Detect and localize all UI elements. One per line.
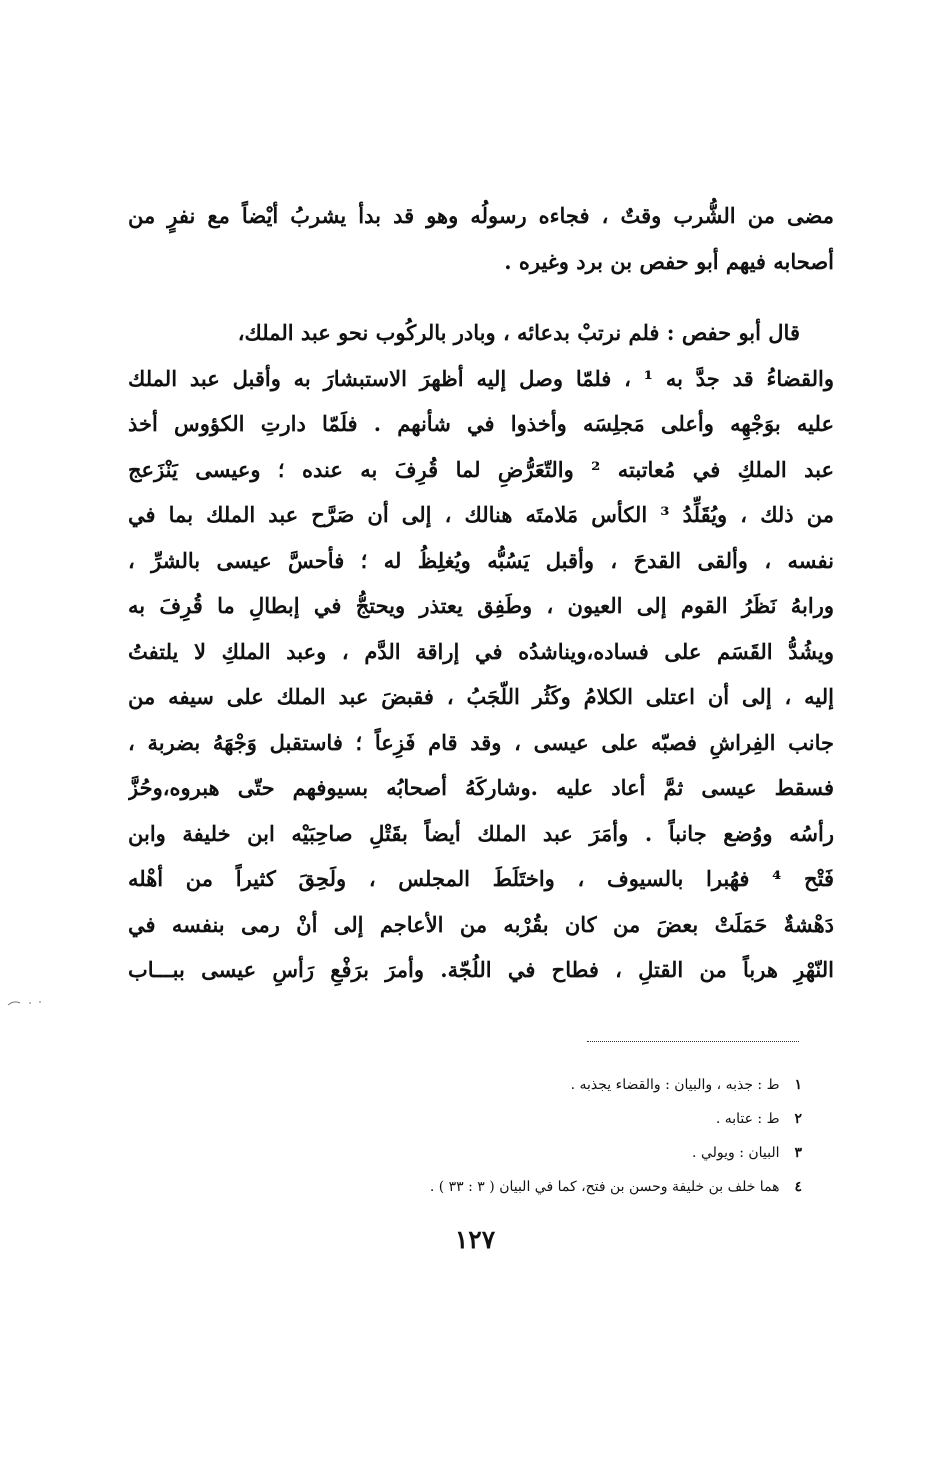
paragraph-line: عليه بوَجْهِه وأعلى مَجلِسَه وأخذوا في شأنهم . فلَمّا دارتِ الكؤوس أخذ	[128, 411, 834, 436]
paragraph-line: فسقط عيسى ثمَّ أعاد عليه .وشاركَهُ أصحابُه بسيوفهم حتّى هبروه،وحُزَّ	[128, 775, 834, 800]
footnote-number: ٢	[794, 1111, 802, 1127]
paragraph-line: النّهْرِ هرباً من القتلِ ، فطاح في اللُجّة. وأمرَ برَفْعِ رَأسِ عيسى ببـــاب	[128, 957, 834, 982]
paragraph-line: عبد الملكِ في مُعاتبته ² والتّعَرُّضِ لما قُرِفَ به عنده ؛ وعيسى يَنْزَعج	[128, 456, 834, 482]
footnote-item	[250, 1136, 802, 1170]
paragraph-line: إليه ، إلى أن اعتلى الكلامُ وكَثُر اللّجَبُ ، فقبضَ عبد الملك على سيفه من	[128, 684, 834, 709]
paragraph-2	[128, 310, 834, 993]
paragraph-line: ورابهُ نَظَرُ القوم إلى العيون ، وطَفِق يعتذر ويحتجُّ في إبطالِ ما قُرِفَ به	[128, 593, 834, 618]
footnotes	[250, 1068, 802, 1204]
paragraph-line: فَتْح ⁴ فهُبرا بالسيوف ، واختَلَطَ المجلس ، ولَحِقَ كثيراً من أهْله	[128, 866, 834, 891]
paragraph-line: قال أبو حفص : فلم نرتبْ بدعائه ، وبادر بالركُوب نحو عبد الملك،	[237, 320, 800, 345]
paragraph-line: أصحابه فيهم أبو حفص بن برد وغيره .	[504, 248, 834, 274]
margin-smudge-mark	[6, 998, 48, 1008]
paragraph-1	[128, 193, 834, 284]
footnote-separator	[587, 1041, 799, 1042]
footnote-number: ٤	[794, 1179, 802, 1195]
paragraph-line: جانب الفِراشِ فصبّه على عيسى ، وقد قام فَزِعاً ؛ فاستقبل وَجْهَهُ بضربة ،	[128, 729, 834, 755]
footnote-number: ٣	[794, 1145, 802, 1161]
footnote-item	[250, 1170, 802, 1204]
paragraph-line: نفسه ، وألقى القدحَ ، وأقبل يَسُبُّه ويُغلِظُ له ؛ فأحسَّ عيسى بالشرِّ ،	[128, 547, 834, 573]
paragraph-line: رأسُه ووُضع جانباً . وأمَرَ عبد الملك أيضاً بقَتْلِ صاحِبَيْه ابن خليفة وابن	[128, 820, 834, 846]
paragraph-line: ويشُدُّ القَسَم على فساده،ويناشدُه في إراقة الدَّم ، وعبد الملكِ لا يلتفتُ	[128, 638, 834, 664]
paragraph-line: من ذلك ، ويُقَلِّدُ ³ الكأس مَلامتَه هنالك ، إلى أن صَرَّح عبد الملك بما في	[128, 502, 834, 527]
paragraph-line: والقضاءُ قد جدَّ به ¹ ، فلمّا وصل إليه أظهرَ الاستبشارَ به وأقبل عبد الملك	[128, 365, 834, 391]
footnote-text: البيان : ويولي .	[692, 1145, 780, 1161]
footnote-item	[250, 1102, 802, 1136]
footnote-item	[250, 1068, 802, 1102]
footnote-text: هما خلف بن خليفة وحسن بن فتح، كما في البيان ( ٣ : ٣٣ ) .	[429, 1179, 780, 1195]
footnote-text: ط : عتابه .	[715, 1111, 780, 1127]
paragraph-line: دَهْشةٌ حَمَلَتْ بعضَ من كان بقُرْبه من الأعاجم إلى أنْ رمى بنفسه في	[128, 911, 834, 937]
paragraph-line: مضى من الشُّرب وقتٌ ، فجاءه رسولُه وهو قد بدأ يشربُ أيْضاً مع نفرٍ من	[128, 203, 834, 228]
page-number: ١٢٧	[454, 1225, 496, 1254]
footnote-text: ط : جذبه ، والبيان : والقضاء يجذبه .	[570, 1077, 780, 1093]
footnote-number: ١	[794, 1077, 802, 1093]
